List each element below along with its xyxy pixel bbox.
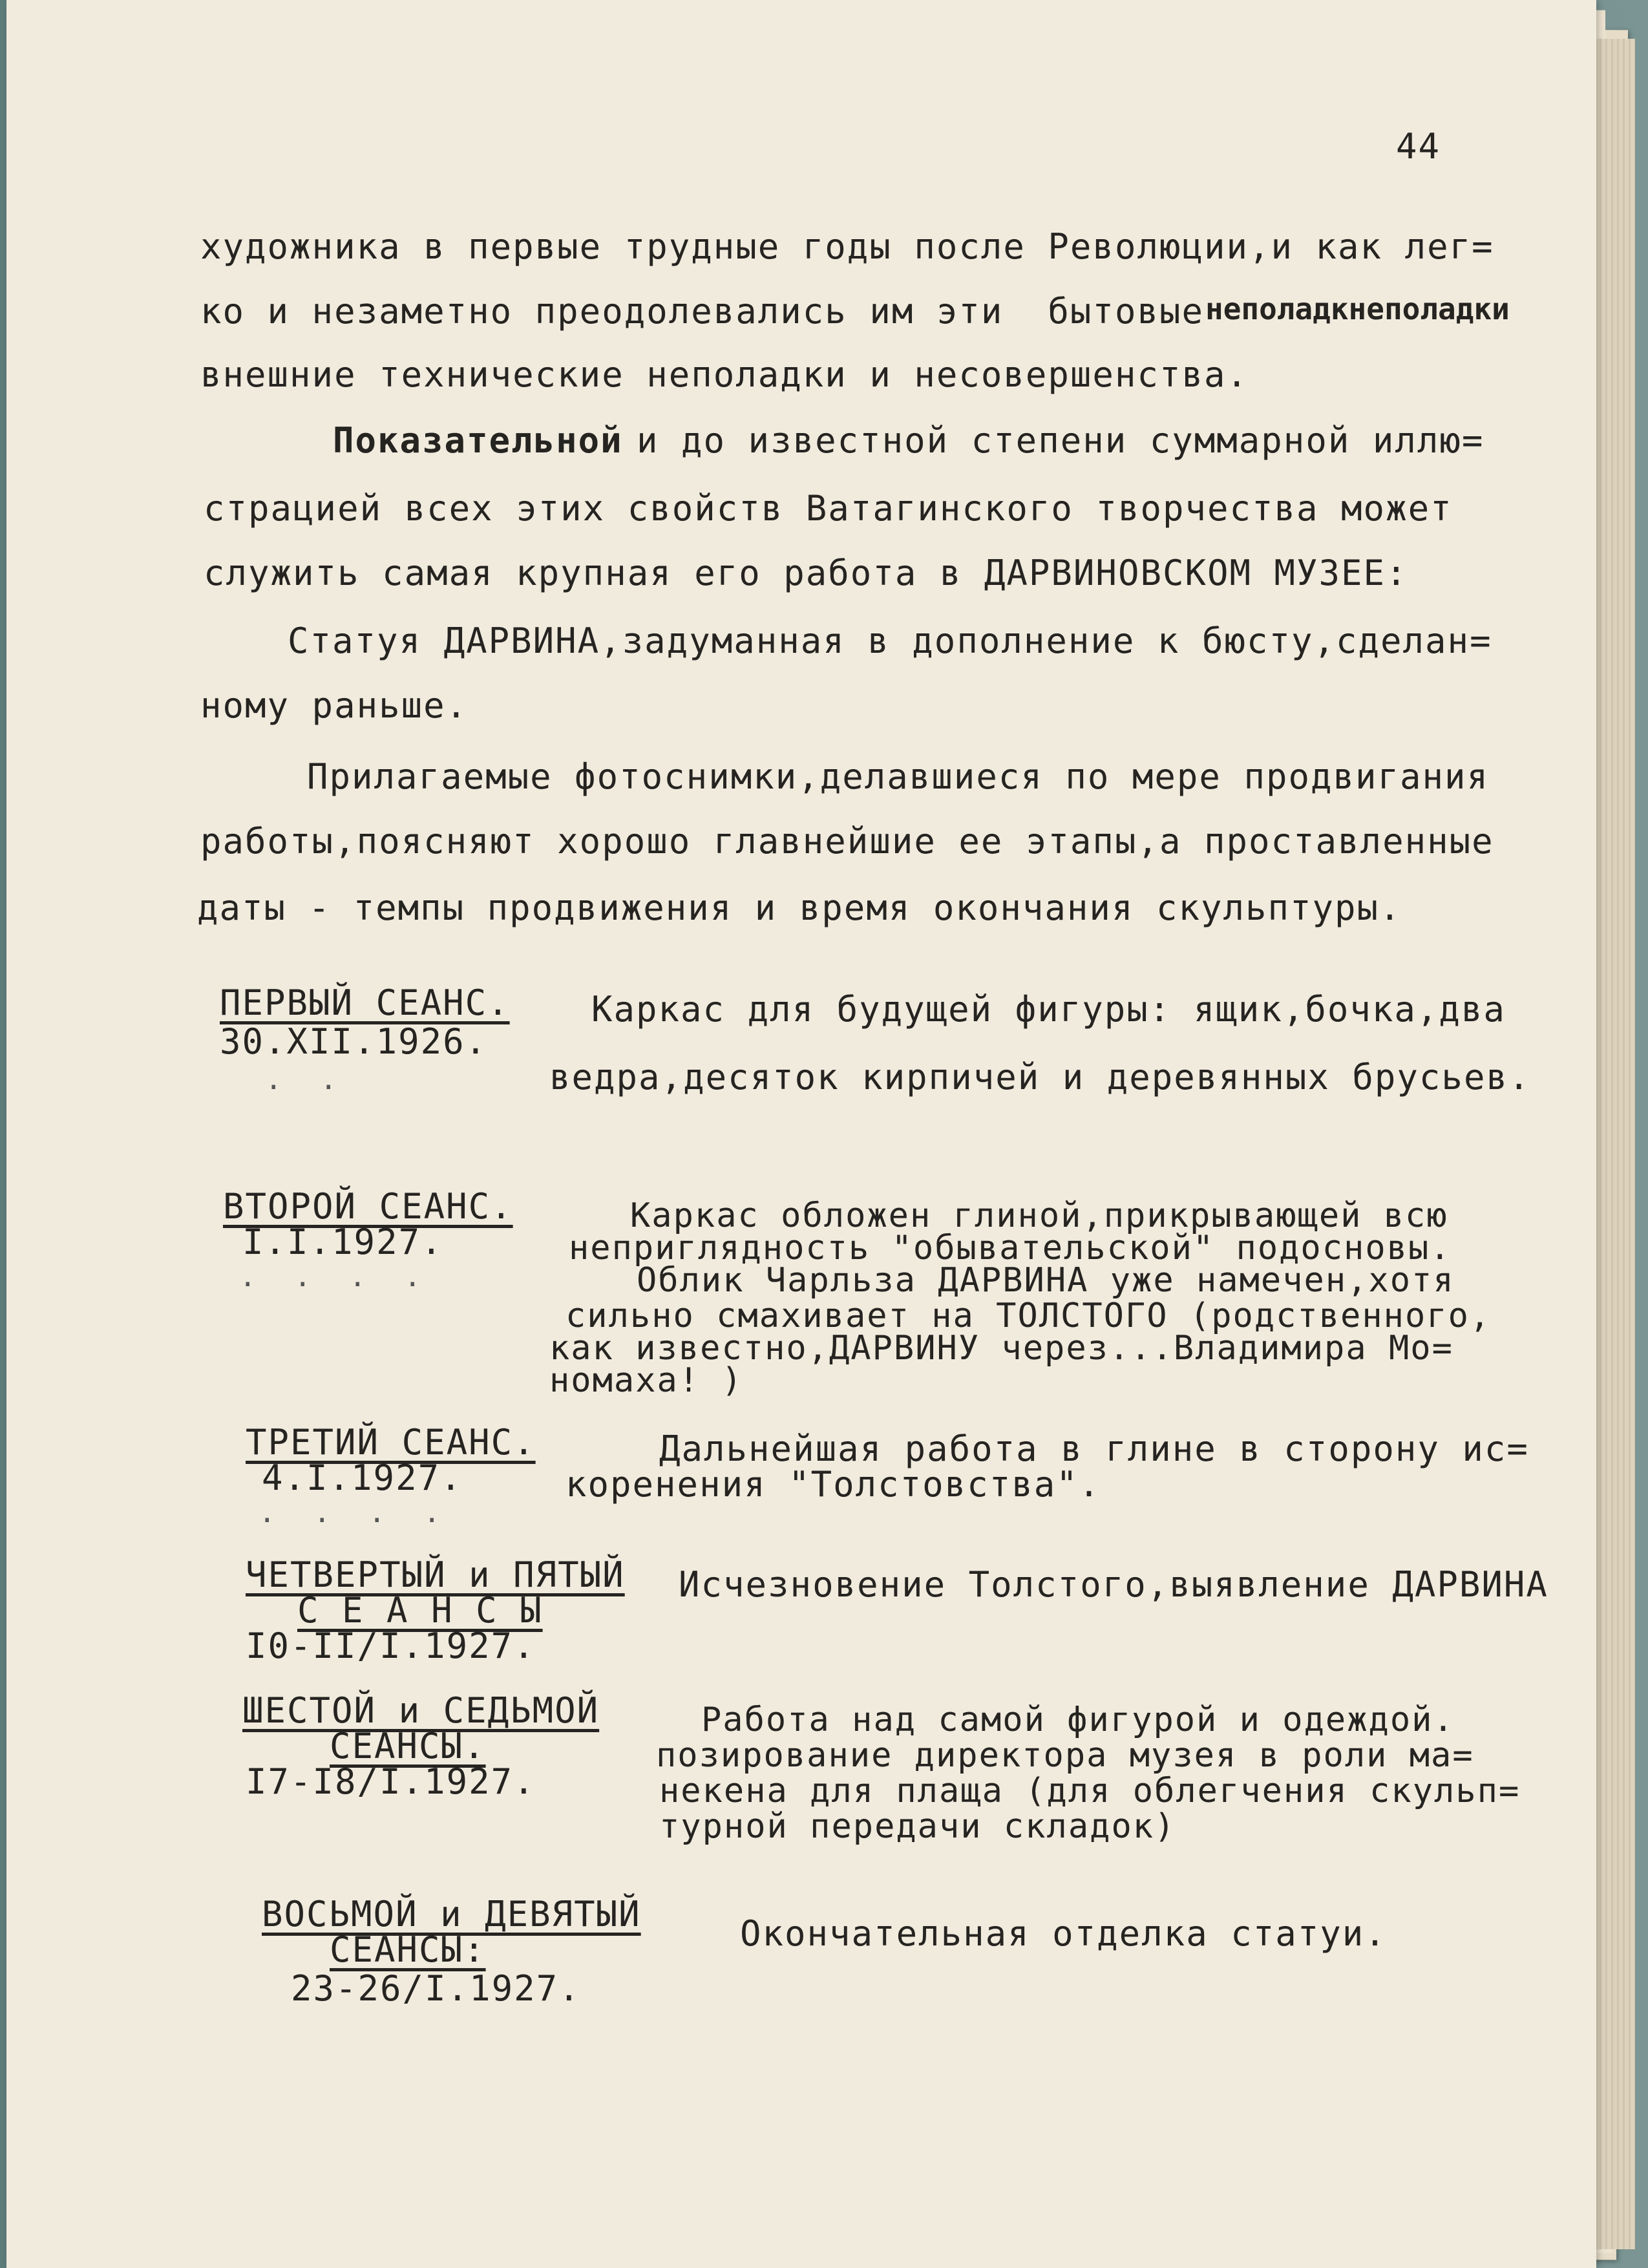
session-desc: позирование директора музея в роли ма= xyxy=(656,1736,1474,1775)
session-desc: как известно,ДАРВИНУ через...Владимира Мо= xyxy=(549,1329,1453,1368)
dot-leader: . . . . xyxy=(239,1260,432,1293)
body-line: ному раньше. xyxy=(200,685,469,726)
dot-leader: . . xyxy=(265,1063,348,1096)
body-line: ко и незаметно преодолевались им эти бытовые xyxy=(200,291,1204,332)
session-desc: Облик Чарльза ДАРВИНА уже намечен,хотя xyxy=(637,1261,1455,1300)
session-date: I7-I8/I.1927. xyxy=(246,1761,536,1802)
session-desc: Исчезновение Толстого,выявление ДАРВИНА xyxy=(679,1564,1548,1605)
typewritten-page xyxy=(6,0,1596,2268)
session-desc: Каркас для будущей фигуры: ящик,бочка,два xyxy=(591,989,1506,1030)
session-title: ШЕСТОЙ и СЕДЬМОЙ xyxy=(242,1690,600,1731)
body-line: и до известной степени суммарной иллю= xyxy=(637,420,1484,461)
session-desc: коренения "Толстовства". xyxy=(565,1464,1101,1505)
session-desc: турной передачи складок) xyxy=(659,1807,1176,1846)
session-desc: некена для плаща (для облегчения скульп= xyxy=(659,1772,1521,1810)
session-desc: Каркас обложен глиной,прикрывающей всю xyxy=(630,1196,1448,1235)
session-title: ЧЕТВЕРТЫЙ и ПЯТЫЙ xyxy=(246,1554,625,1595)
stacked-page-edges xyxy=(1590,39,1635,2249)
session-desc: неприглядность "обывательской" подосновы. xyxy=(569,1229,1452,1267)
session-date: 30.XII.1926. xyxy=(220,1021,488,1062)
dot-leader: . . . . xyxy=(259,1496,451,1529)
session-title-line2: СЕАНСЫ: xyxy=(330,1929,486,1970)
session-desc: Работа над самой фигурой и одеждой. xyxy=(701,1701,1455,1739)
session-title: ТРЕТИЙ СЕАНС. xyxy=(246,1422,536,1463)
session-desc: Дальнейшая работа в глине в сторону ис= xyxy=(659,1428,1529,1469)
body-line: Прилагаемые фотоснимки,делавшиеся по мере продвигания xyxy=(307,756,1490,797)
session-title: ВТОРОЙ СЕАНС. xyxy=(223,1186,513,1227)
struck-word: неполадкнеполадки xyxy=(1205,291,1510,326)
session-desc: Окончательная отделка статуи. xyxy=(740,1913,1387,1954)
body-line: страцией всех этих свойств Ватагинского творчества может xyxy=(204,488,1453,529)
session-desc: сильно смахивает на ТОЛСТОГО (родственного, xyxy=(565,1297,1492,1335)
session-date: I.I.1927. xyxy=(242,1222,443,1262)
body-line: служить самая крупная его работа в ДАРВИНОВСКОМ МУЗЕЕ: xyxy=(204,553,1408,593)
body-line: работы,поясняют хорошо главнейшие ее этапы,а проставленные xyxy=(200,821,1494,862)
session-title: ВОСЬМОЙ и ДЕВЯТЫЙ xyxy=(262,1894,641,1934)
session-desc: номаха! ) xyxy=(549,1361,743,1400)
session-date: I0-II/I.1927. xyxy=(246,1626,536,1666)
session-title: ПЕРВЫЙ СЕАНС. xyxy=(220,982,510,1023)
page-number: 44 xyxy=(1396,126,1441,167)
session-date: 23-26/I.1927. xyxy=(291,1968,581,2009)
body-line: художника в первые трудные годы после Революции,и как лег= xyxy=(200,226,1494,267)
body-line: внешние технические неполадки и несовершенства. xyxy=(200,354,1249,395)
session-date: 4.I.1927. xyxy=(262,1457,463,1498)
session-desc: ведра,десяток кирпичей и деревянных брусьев. xyxy=(549,1057,1531,1097)
session-title-line2: С Е А Н С Ы xyxy=(297,1590,543,1631)
body-line: Статуя ДАРВИНА,задуманная в дополнение к бюсту,сделан= xyxy=(288,620,1492,661)
session-title-line2: СЕАНСЫ. xyxy=(330,1726,486,1766)
body-line: даты - темпы продвижения и время окончания скульптуры. xyxy=(197,887,1402,928)
bold-word: Показательной xyxy=(333,420,623,461)
